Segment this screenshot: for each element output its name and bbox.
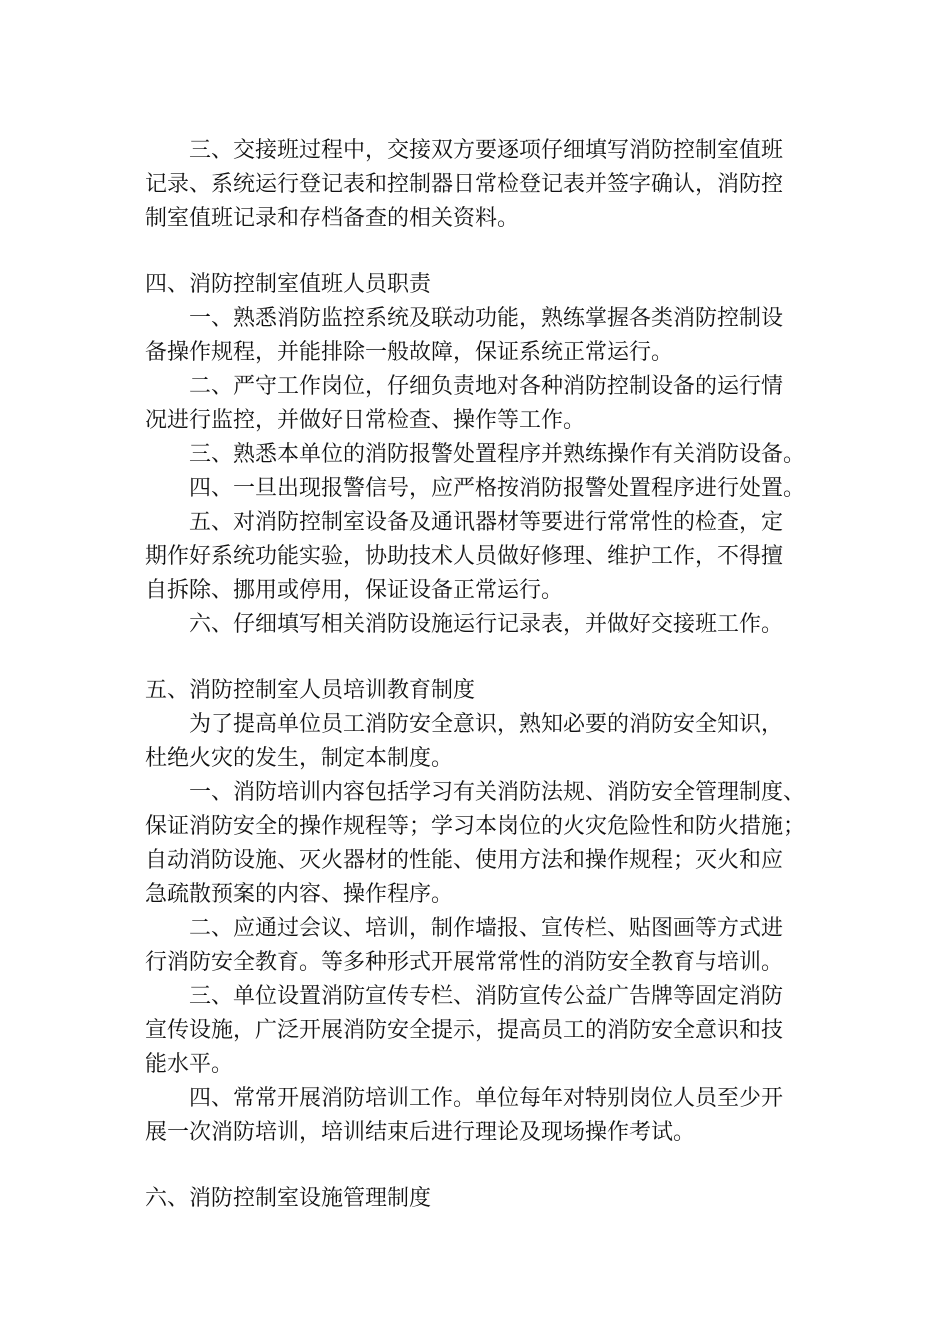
text-line: 期作好系统功能实验，协助技术人员做好修理、维护工作，不得擅 (145, 544, 784, 569)
text-line: 六、仔细填写相关消防设施运行记录表，并做好交接班工作。 (189, 612, 784, 637)
text-line: 备操作规程，并能排除一般故障，保证系统正常运行。 (145, 340, 674, 365)
text-line: 四、常常开展消防培训工作。单位每年对特别岗位人员至少开 (189, 1086, 784, 1111)
text-line: 三、单位设置消防宣传专栏、消防宣传公益广告牌等固定消防 (189, 984, 784, 1009)
text-line: 能水平。 (145, 1052, 234, 1077)
text-line: 急疏散预案的内容、操作程序。 (145, 882, 454, 907)
text-line: 展一次消防培训，培训结束后进行理论及现场操作考试。 (145, 1120, 696, 1145)
text-line: 为了提高单位员工消防安全意识，熟知必要的消防安全知识， (189, 712, 784, 737)
text-line: 记录、系统运行登记表和控制器日常检登记表并签字确认，消防控 (145, 172, 784, 197)
section-heading: 四、消防控制室值班人员职责 (145, 272, 432, 297)
text-line: 杜绝火灾的发生，制定本制度。 (145, 746, 454, 771)
section-heading: 五、消防控制室人员培训教育制度 (145, 678, 476, 703)
text-line: 四、一旦出现报警信号，应严格按消防报警处置程序进行处置。 (189, 476, 806, 501)
text-line: 二、严守工作岗位，仔细负责地对各种消防控制设备的运行情 (189, 374, 784, 399)
text-line: 保证消防安全的操作规程等；学习本岗位的火灾危险性和防火措施； (145, 814, 806, 839)
text-line: 一、熟悉消防监控系统及联动功能，熟练掌握各类消防控制设 (189, 306, 784, 331)
text-line: 宣传设施，广泛开展消防安全提示，提高员工的消防安全意识和技 (145, 1018, 784, 1043)
text-line: 制室值班记录和存档备查的相关资料。 (145, 206, 520, 231)
text-line: 五、对消防控制室设备及通讯器材等要进行常常性的检查，定 (189, 510, 784, 535)
text-line: 自动消防设施、灭火器材的性能、使用方法和操作规程；灭火和应 (145, 848, 784, 873)
text-line: 况进行监控，并做好日常检查、操作等工作。 (145, 408, 586, 433)
text-line: 自拆除、挪用或停用，保证设备正常运行。 (145, 578, 564, 603)
text-line: 行消防安全教育。等多种形式开展常常性的消防安全教育与培训。 (145, 950, 784, 975)
text-line: 一、消防培训内容包括学习有关消防法规、消防安全管理制度、 (189, 780, 806, 805)
text-line: 三、熟悉本单位的消防报警处置程序并熟练操作有关消防设备。 (189, 442, 806, 467)
text-line: 二、应通过会议、培训，制作墙报、宣传栏、贴图画等方式进 (189, 916, 784, 941)
text-line: 三、交接班过程中，交接双方要逐项仔细填写消防控制室值班 (189, 138, 784, 163)
section-heading: 六、消防控制室设施管理制度 (145, 1186, 432, 1211)
